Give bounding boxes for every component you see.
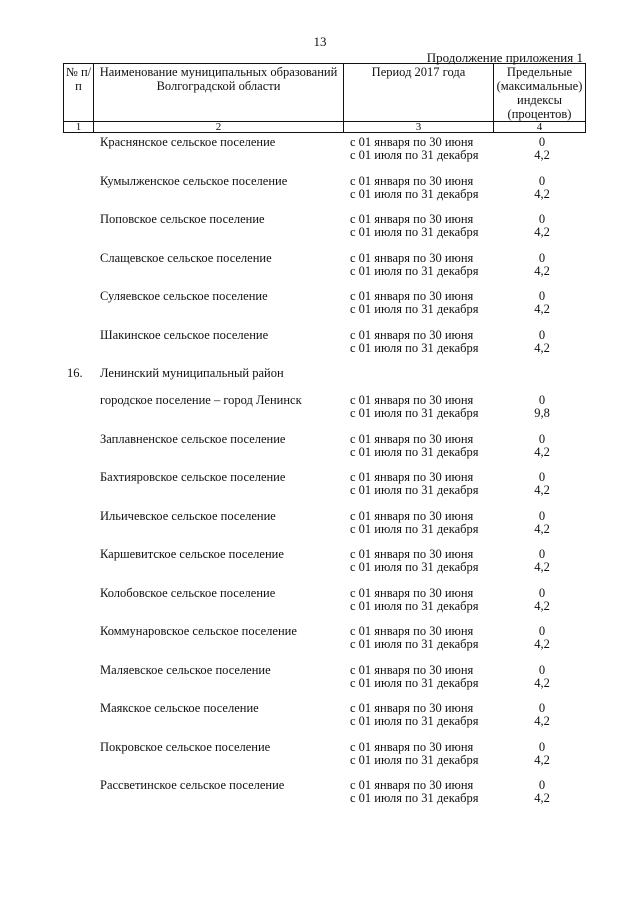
settlement-name: Заплавненское сельское поселение [100, 431, 286, 446]
index-cell [520, 251, 564, 277]
period-cell [350, 289, 479, 315]
index-second-half: 4,2 [534, 521, 550, 536]
index-first-half: 0 [538, 508, 546, 523]
period-first-half: с 01 января по 30 июня [350, 662, 474, 677]
index-second-half: 4,2 [534, 263, 550, 278]
table-row [0, 135, 640, 174]
index-cell [520, 778, 564, 804]
period-second-half: с 01 июля по 31 декабря [350, 406, 479, 420]
district-row [0, 366, 640, 393]
index-first-half: 0 [538, 250, 546, 265]
index-cell [520, 586, 564, 612]
table-row [0, 740, 640, 779]
index-cell [520, 289, 564, 315]
index-second-half: 4,2 [534, 340, 550, 355]
continuation-label: Продолжение приложения 1 [426, 50, 583, 65]
settlement-name: Поповское сельское поселение [100, 212, 265, 226]
period-cell [350, 740, 479, 766]
period-first-half: с 01 января по 30 июня [350, 327, 474, 342]
index-cell [520, 212, 564, 238]
table-row [0, 509, 640, 548]
index-second-half: 4,2 [534, 483, 550, 497]
period-first-half: с 01 января по 30 июня [350, 470, 474, 484]
index-first-half: 0 [538, 701, 546, 715]
header-name: Наименование муниципальных образований Волгоградской области [94, 64, 344, 122]
table-row [0, 328, 640, 367]
period-first-half: с 01 января по 30 июня [350, 624, 474, 638]
index-cell [520, 174, 564, 200]
district-name: Ленинский муниципальный район [100, 366, 284, 380]
column-number-3: 3 [344, 122, 494, 133]
period-first-half: с 01 января по 30 июня [350, 173, 474, 188]
table-row [0, 470, 640, 509]
table-row [0, 547, 640, 586]
period-first-half: с 01 января по 30 июня [350, 585, 474, 600]
period-cell [350, 586, 479, 612]
period-cell [350, 778, 479, 804]
table-body [0, 135, 640, 817]
table-row [0, 586, 640, 625]
settlement-name: Рассветинское сельское поселение [100, 778, 285, 792]
index-first-half: 0 [538, 470, 546, 484]
period-second-half: с 01 июля по 31 декабря [350, 186, 479, 201]
index-cell [520, 509, 564, 535]
index-second-half: 4,2 [534, 675, 550, 690]
period-first-half: с 01 января по 30 июня [350, 135, 474, 149]
period-cell [350, 470, 479, 496]
settlement-name: Каршевитское сельское поселение [100, 547, 284, 561]
settlement-name: Маляевское сельское поселение [100, 662, 271, 677]
index-second-half: 4,2 [534, 752, 550, 767]
period-first-half: с 01 января по 30 июня [350, 547, 474, 561]
period-first-half: с 01 января по 30 июня [350, 289, 474, 303]
period-first-half: с 01 января по 30 июня [350, 778, 474, 792]
table-row [0, 393, 640, 432]
index-second-half: 9,8 [534, 406, 550, 420]
period-second-half: с 01 июля по 31 декабря [350, 444, 479, 459]
index-cell [520, 393, 564, 419]
settlement-name: Кумылженское сельское поселение [100, 173, 288, 188]
index-second-half: 4,2 [534, 637, 550, 651]
period-second-half: с 01 июля по 31 декабря [350, 598, 479, 613]
table-row [0, 624, 640, 663]
index-second-half: 4,2 [534, 714, 550, 728]
period-second-half: с 01 июля по 31 декабря [350, 637, 479, 651]
settlement-name: Шакинское сельское поселение [100, 327, 269, 342]
column-number-2: 2 [94, 122, 344, 133]
period-first-half: с 01 января по 30 июня [350, 393, 474, 407]
period-cell [350, 393, 479, 419]
table-row [0, 174, 640, 213]
period-second-half: с 01 июля по 31 декабря [350, 225, 479, 239]
index-second-half: 4,2 [534, 791, 550, 805]
index-second-half: 4,2 [534, 302, 550, 316]
settlement-name: Покровское сельское поселение [100, 739, 271, 754]
index-second-half: 4,2 [534, 560, 550, 574]
period-second-half: с 01 июля по 31 декабря [350, 791, 479, 805]
period-cell [350, 135, 479, 161]
table-row [0, 432, 640, 471]
period-cell [350, 174, 479, 200]
period-second-half: с 01 июля по 31 декабря [350, 302, 479, 316]
index-first-half: 0 [538, 173, 546, 188]
index-first-half: 0 [538, 327, 546, 342]
settlement-name: Коммунаровское сельское поселение [100, 624, 297, 638]
period-second-half: с 01 июля по 31 декабря [350, 263, 479, 278]
settlement-name: Краснянское сельское поселение [100, 135, 276, 149]
index-first-half: 0 [538, 393, 546, 407]
period-cell [350, 509, 479, 535]
period-first-half: с 01 января по 30 июня [350, 739, 474, 754]
period-first-half: с 01 января по 30 июня [350, 250, 474, 265]
period-first-half: с 01 января по 30 июня [350, 701, 474, 715]
index-cell [520, 432, 564, 458]
index-second-half: 4,2 [534, 148, 550, 162]
period-second-half: с 01 июля по 31 декабря [350, 521, 479, 536]
index-first-half: 0 [538, 739, 546, 754]
index-cell [520, 624, 564, 650]
table-row [0, 289, 640, 328]
period-second-half: с 01 июля по 31 декабря [350, 560, 479, 574]
period-cell [350, 624, 479, 650]
settlement-name: городское поселение – город Ленинск [100, 393, 302, 407]
table-header [63, 63, 586, 133]
table-row [0, 778, 640, 817]
settlement-name: Бахтияровское сельское поселение [100, 470, 286, 484]
period-cell [350, 701, 479, 727]
index-second-half: 4,2 [534, 598, 550, 613]
index-first-half: 0 [538, 212, 546, 226]
index-cell [520, 663, 564, 689]
table-row [0, 212, 640, 251]
index-second-half: 4,2 [534, 225, 550, 239]
page-number: 13 [313, 34, 327, 49]
period-second-half: с 01 июля по 31 декабря [350, 752, 479, 767]
index-cell [520, 547, 564, 573]
period-cell [350, 432, 479, 458]
period-second-half: с 01 июля по 31 декабря [350, 675, 479, 690]
index-first-half: 0 [538, 624, 546, 638]
district-number: 16. [67, 366, 83, 380]
index-cell [520, 135, 564, 161]
settlement-name: Маякское сельское поселение [100, 701, 259, 715]
period-first-half: с 01 января по 30 июня [350, 431, 474, 446]
period-second-half: с 01 июля по 31 декабря [350, 340, 479, 355]
index-first-half: 0 [538, 431, 546, 446]
index-cell [520, 328, 564, 354]
column-number-1: 1 [64, 122, 94, 133]
period-first-half: с 01 января по 30 июня [350, 508, 474, 523]
settlement-name: Суляевское сельское поселение [100, 289, 268, 303]
index-second-half: 4,2 [534, 186, 550, 201]
period-cell [350, 328, 479, 354]
index-first-half: 0 [538, 585, 546, 600]
period-cell [350, 212, 479, 238]
table-row [0, 251, 640, 290]
index-first-half: 0 [538, 778, 546, 792]
period-second-half: с 01 июля по 31 декабря [350, 148, 479, 162]
table-row [0, 663, 640, 702]
index-cell [520, 701, 564, 727]
settlement-name: Слащевское сельское поселение [100, 250, 272, 265]
index-first-half: 0 [538, 289, 546, 303]
index-first-half: 0 [538, 135, 546, 149]
period-second-half: с 01 июля по 31 декабря [350, 483, 479, 497]
header-period: Период 2017 года [344, 64, 494, 122]
period-cell [350, 663, 479, 689]
index-cell [520, 740, 564, 766]
period-second-half: с 01 июля по 31 декабря [350, 714, 479, 728]
header-number: № п/п [64, 64, 94, 122]
index-first-half: 0 [538, 662, 546, 677]
period-cell [350, 547, 479, 573]
index-second-half: 4,2 [534, 444, 550, 459]
period-first-half: с 01 января по 30 июня [350, 212, 474, 226]
period-cell [350, 251, 479, 277]
settlement-name: Ильичевское сельское поселение [100, 508, 276, 523]
index-first-half: 0 [538, 547, 546, 561]
table-row [0, 701, 640, 740]
index-cell [520, 470, 564, 496]
settlement-name: Колобовское сельское поселение [100, 585, 276, 600]
column-number-4: 4 [494, 122, 586, 133]
header-index: Предельные (максимальные) индексы (процентов) [494, 64, 586, 122]
